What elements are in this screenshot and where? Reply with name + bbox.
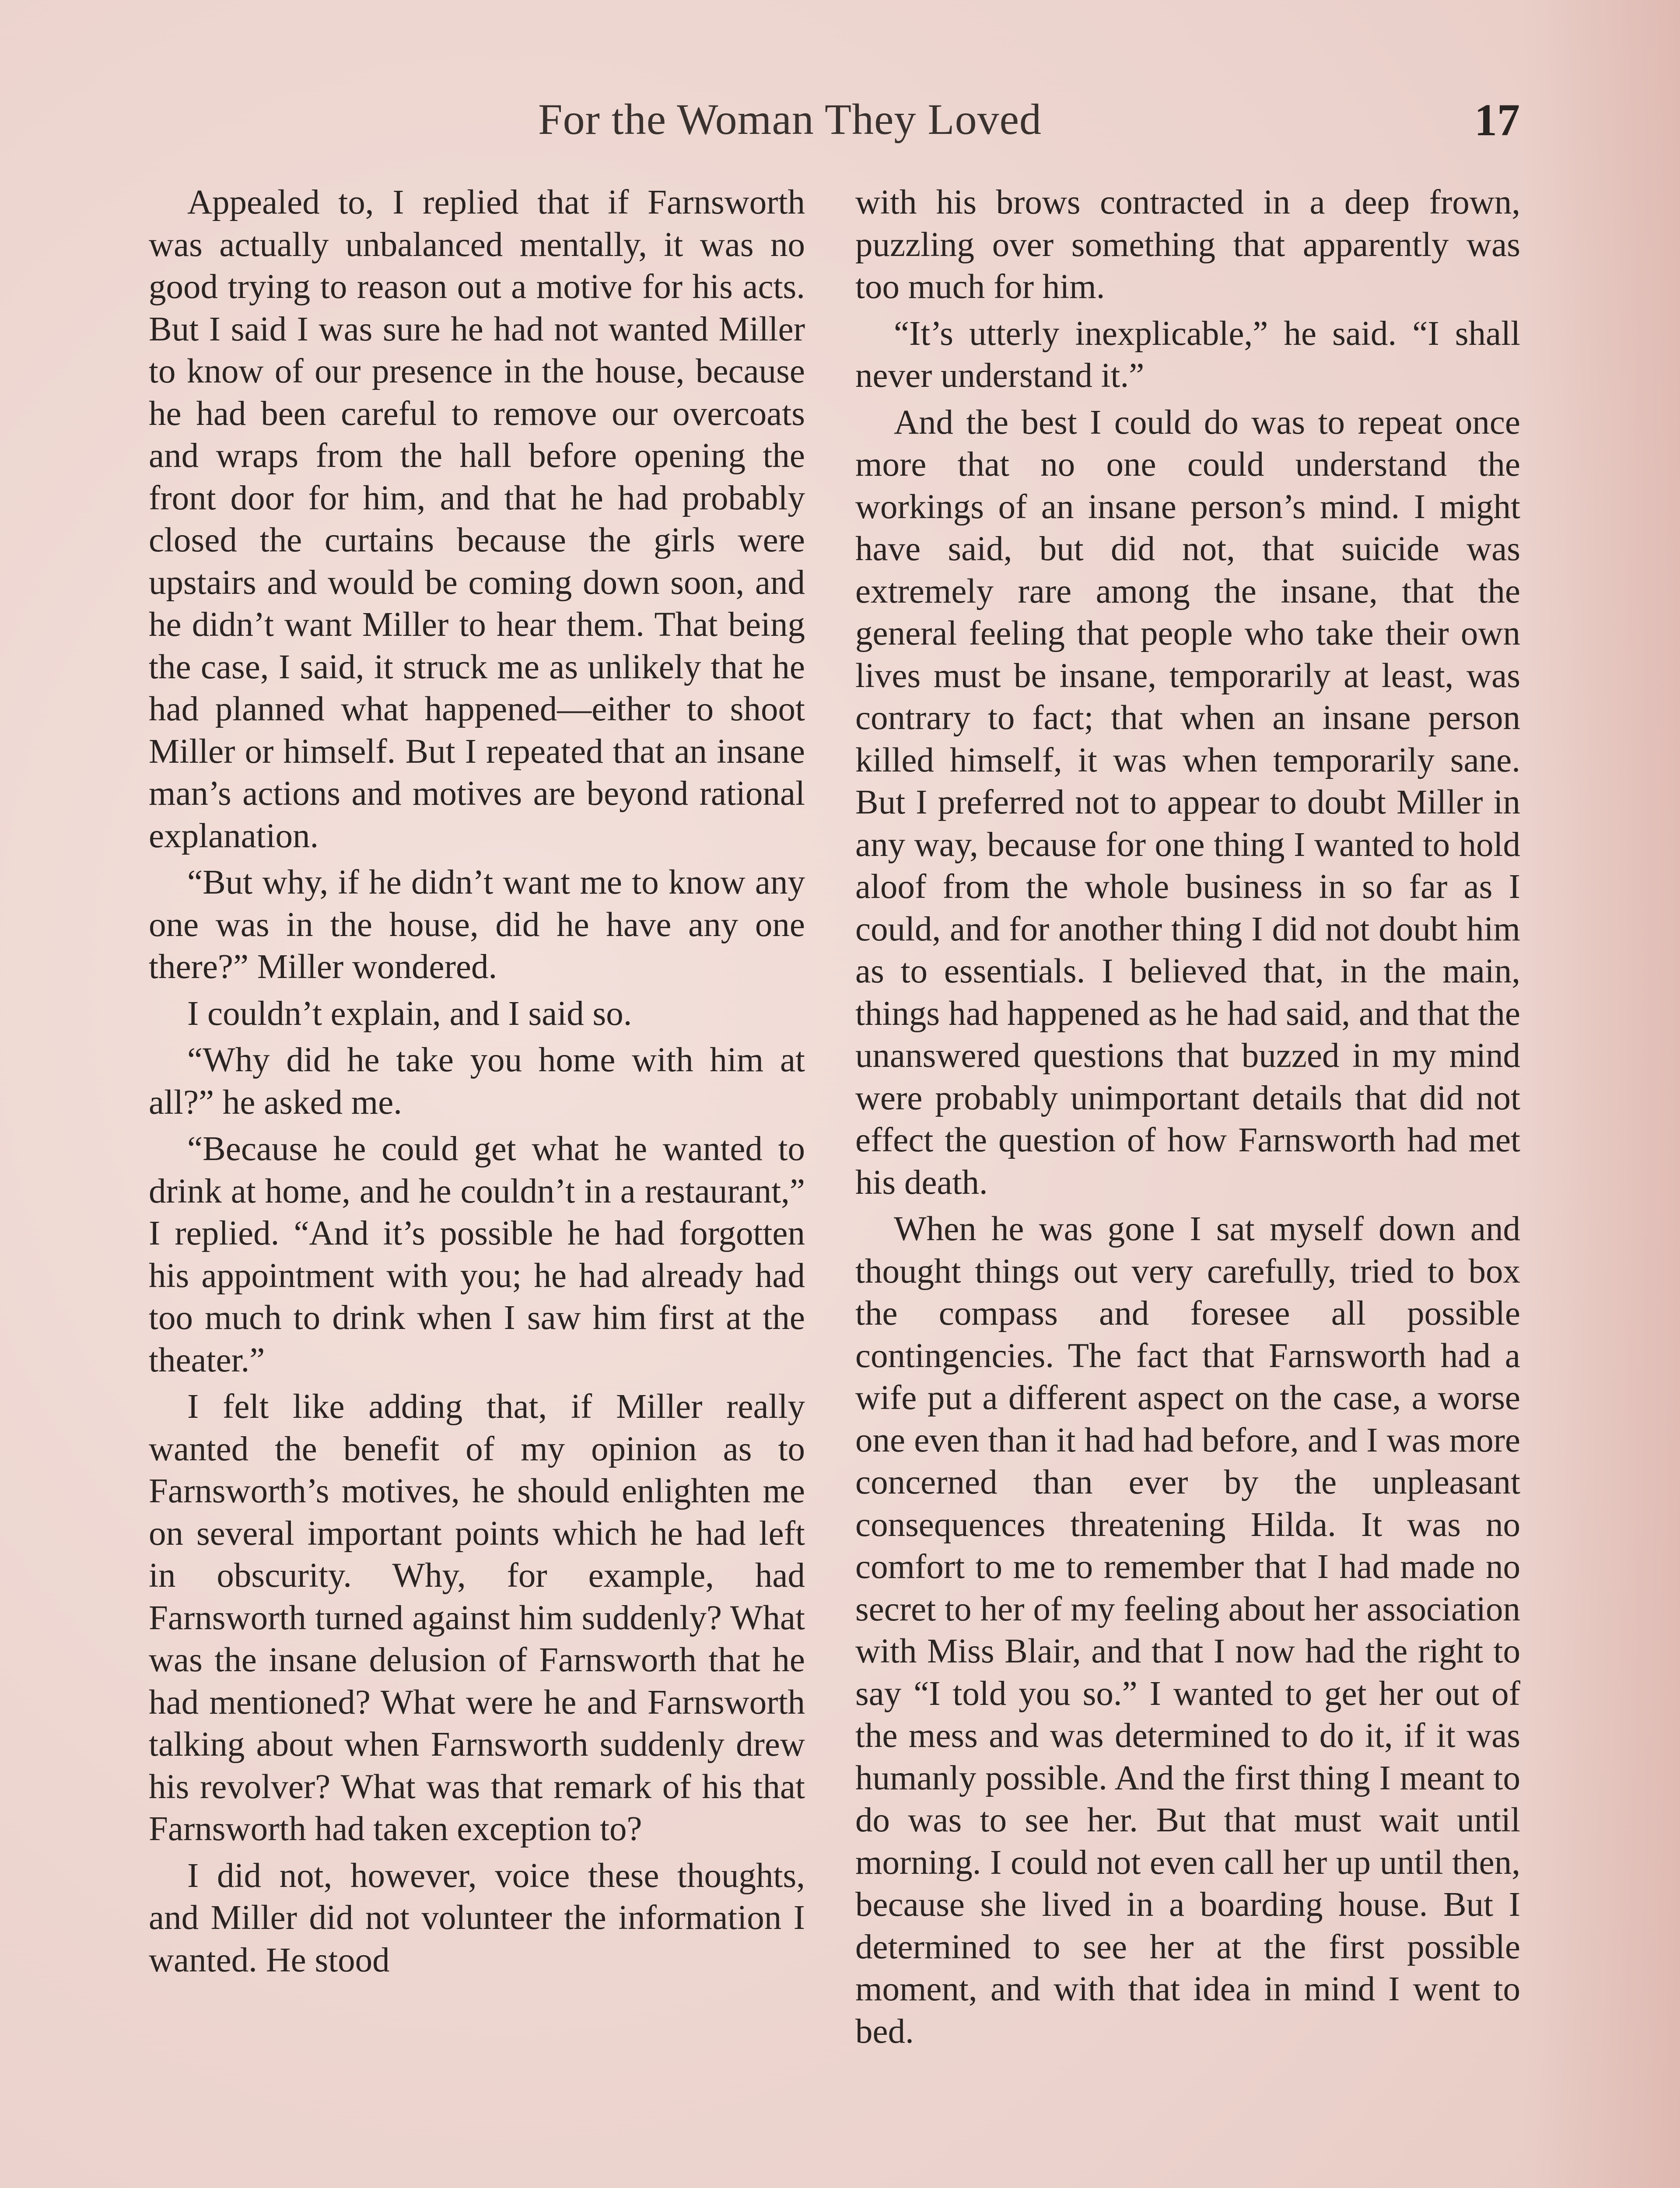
page-number: 17 xyxy=(1474,95,1520,145)
paragraph: I felt like adding that, if Miller really wanted the benefit of my opinion as to Farnsworth’s motives, he should enlighten me on several important points which he had left in obscurity. Why, for example, had Farnsworth turned against him suddenly? What was the insane delusion of Farnsworth that he had mentioned? What were he and Farnsworth talking about when Farnsworth suddenly drew his revolver? What was that remark of his that Farnsworth had taken exception to? xyxy=(149,1388,805,1848)
left-column xyxy=(149,182,805,1986)
running-title: For the Woman They Loved xyxy=(538,95,1042,144)
paragraph: Appealed to, I replied that if Farnsworth was actually unbalanced mentally, it was no good trying to reason out a motive for his acts. But I said I was sure he had not wanted Miller to know of our presence in the house, because he had been careful to remove our overcoats and wraps from the hall before opening the front door for him, and that he had probably closed the curtains because the girls were upstairs and would be coming down soon, and he didn’t want Miller to hear them. That being the case, I said, it struck me as unlikely that he had planned what happened—either to shoot Miller or himself. But I repeated that an insane man’s actions and motives are beyond rational explanation. xyxy=(149,183,805,855)
paragraph: I did not, however, voice these thoughts, and Miller did not volunteer the information I wanted. He stood xyxy=(149,1856,805,1979)
right-column xyxy=(855,182,1520,2057)
page-edge-shading xyxy=(1522,0,1680,2188)
paragraph: “But why, if he didn’t want me to know any one was in the house, did he have any one there?” Miller wondered. xyxy=(149,863,805,986)
paragraph: And the best I could do was to repeat once more that no one could understand the workings of an insane person’s mind. I might have said, but did not, that suicide was extremely rare among the insane, that the general feeling that people who take their own lives must be insane, temporarily at least, was contrary to fact; that when an insane person killed himself, it was when temporarily sane. But I preferred not to appear to doubt Miller in any way, because for one thing I wanted to hold aloof from the whole business in so far as I could, and for another thing I did not doubt him as to essentials. I believed that, in the main, things had happened as he had said, and that the unanswered questions that buzzed in my mind were probably unimportant details that did not effect the question of how Farnsworth had met his death. xyxy=(855,403,1520,1202)
paragraph: “It’s utterly inexplicable,” he said. “I shall never understand it.” xyxy=(855,314,1520,395)
paragraph: “Why did he take you home with him at all?” he asked me. xyxy=(149,1041,805,1122)
page-header xyxy=(0,94,1680,147)
paragraph: “Because he could get what he wanted to drink at home, and he couldn’t in a restaurant,” I replied. “And it’s possible he had forgotten his appointment with you; he had already had too much to drink when I saw him first at the theater.” xyxy=(149,1130,805,1379)
paragraph-continued: with his brows contracted in a deep frown, puzzling over something that apparently was too much for him. xyxy=(855,183,1520,306)
paragraph: When he was gone I sat myself down and thought things out very carefully, tried to box the compass and foresee all possible contingencies. The fact that Farnsworth had a wife put a different aspect on the case, a worse one even than it had had before, and I was more concerned than ever by the unpleasant consequences threatening Hilda. It was no comfort to me to remember that I had made no secret to her of my feeling about her association with Miss Blair, and that I now had the right to say “I told you so.” I wanted to get her out of the mess and was determined to do it, if it was humanly possible. And the first thing I meant to do was to see her. But that must wait until morning. I could not even call her up until then, because she lived in a boarding house. But I determined to see her at the first possible moment, and with that idea in mind I went to bed. xyxy=(855,1210,1520,2051)
paragraph: I couldn’t explain, and I said so. xyxy=(187,994,632,1033)
